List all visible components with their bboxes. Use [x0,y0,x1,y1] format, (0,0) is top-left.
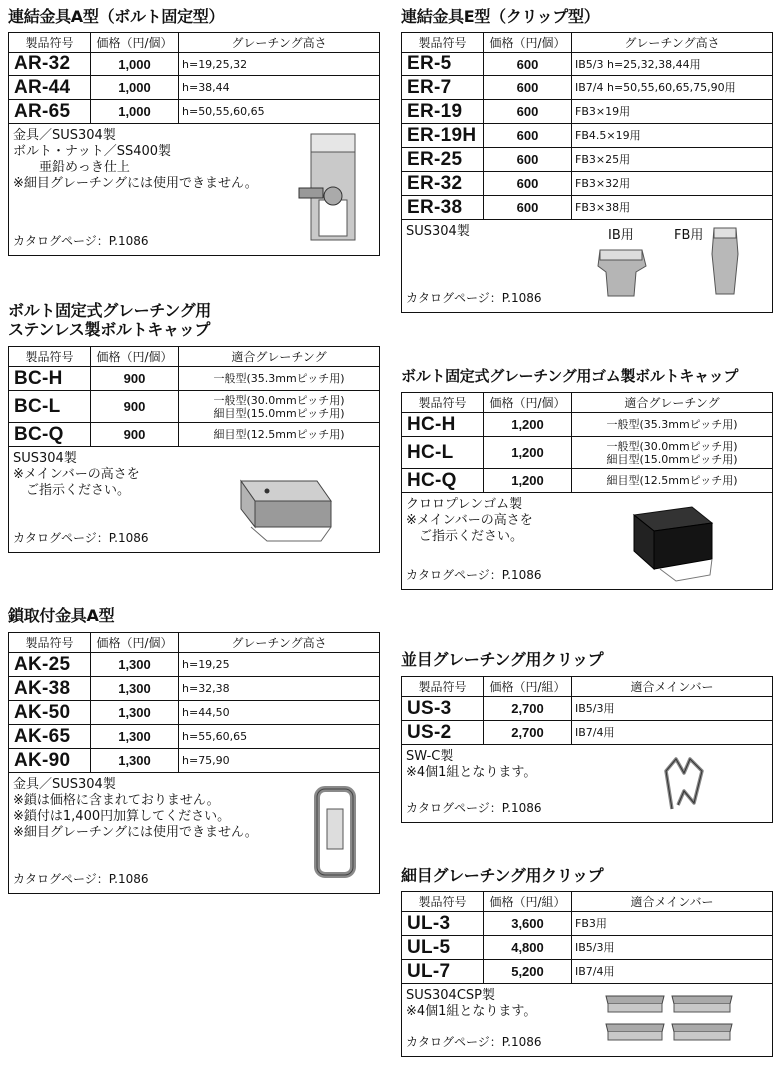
section-bc [8,301,380,553]
table-row [9,76,380,100]
catalog-page: カタログページ：P.1086 [13,234,149,248]
table-header-row [402,393,773,413]
product-price: 2,700 [484,697,572,721]
ib-clip-image [594,242,650,300]
product-code: ER-38 [402,196,484,220]
table-row [9,701,380,725]
product-spec: h=44,50 [179,701,380,725]
product-price: 1,300 [91,677,179,701]
table-row [402,469,773,493]
table-row [402,960,773,984]
section-ar [8,7,380,256]
product-price: 600 [484,196,572,220]
note-box [8,124,380,256]
wire-clip-image [654,751,714,817]
product-spec: h=19,25,32 [179,53,380,76]
table-row [9,367,380,391]
product-table [8,346,380,447]
chain-bracket-image [309,783,365,881]
column-header: 製品符号 [9,347,91,367]
note-text: SUS304CSP製 ※4個1組となります。 [406,988,537,1019]
section-ul [401,866,773,1057]
product-spec: IB5/3用 [572,936,773,960]
product-price: 600 [484,148,572,172]
product-spec: FB3×19用 [572,100,773,124]
table-row [402,100,773,124]
product-code: AK-65 [9,725,91,749]
product-table [401,676,773,745]
product-code: HC-H [402,413,484,437]
catalog-page: カタログページ：P.1086 [13,531,149,545]
stainless-bolt-cap-image [221,461,341,545]
column-header: 価格（円/個） [91,633,179,653]
table-row [9,677,380,701]
product-price: 600 [484,100,572,124]
note-box [401,984,773,1057]
note-text: クロロプレンゴム製 ※メインバーの高さを ご指示ください。 [406,497,533,544]
product-spec: IB5/3用 [572,697,773,721]
product-code: ER-19H [402,124,484,148]
product-code: UL-5 [402,936,484,960]
note-box [401,493,773,590]
product-price: 900 [91,423,179,447]
fb-label: FB用 [674,228,704,243]
section-title: 鎖取付金具A型 [8,606,115,625]
section-title: ボルト固定式グレーチング用 ステンレス製ボルトキャップ [8,301,211,339]
fb-clip-image [708,224,742,298]
product-price: 1,200 [484,413,572,437]
product-table [401,392,773,493]
table-row [402,196,773,220]
table-header-row [9,633,380,653]
section-ak [8,606,380,894]
product-code: ER-7 [402,76,484,100]
table-row [402,437,773,469]
note-text: SW-C製 ※4個1組となります。 [406,749,537,780]
product-code: AR-44 [9,76,91,100]
column-header: 製品符号 [9,633,91,653]
note-box [401,220,773,313]
column-header: グレーチング高さ [179,33,380,53]
product-spec: h=32,38 [179,677,380,701]
column-header: 価格（円/個） [484,393,572,413]
table-row [402,936,773,960]
column-header: 適合メインバー [572,677,773,697]
product-code: UL-7 [402,960,484,984]
section-title: 連結金具A型（ボルト固定型） [8,7,225,26]
table-row [402,124,773,148]
product-spec: 一般型(35.3mmピッチ用) [179,367,380,391]
note-text: 金具／SUS304製 ※鎖は価格に含まれておりません。 ※鎖付は1,400円加算してください。 ※細目グレーチングには使用できません。 [13,777,258,840]
product-code: US-2 [402,721,484,745]
table-header-row [402,33,773,53]
column-header: 製品符号 [402,892,484,912]
product-code: AK-25 [9,653,91,677]
product-code: AK-90 [9,749,91,773]
column-header: 適合メインバー [572,892,773,912]
product-price: 1,000 [91,100,179,124]
column-header: 価格（円/組） [484,677,572,697]
product-spec: IB7/4用 [572,721,773,745]
note-box [8,773,380,894]
product-spec: FB3×32用 [572,172,773,196]
product-code: AR-32 [9,53,91,76]
product-spec: IB7/4 h=50,55,60,65,75,90用 [572,76,773,100]
column-header: 製品符号 [402,393,484,413]
column-header: 製品符号 [402,33,484,53]
product-code: UL-3 [402,912,484,936]
section-er [401,7,773,313]
product-code: BC-L [9,391,91,423]
product-price: 4,800 [484,936,572,960]
note-box [8,447,380,553]
product-spec: h=50,55,60,65 [179,100,380,124]
table-row [402,697,773,721]
table-row [402,721,773,745]
column-header: 適合グレーチング [179,347,380,367]
product-table [8,32,380,124]
product-table [401,32,773,220]
catalog-page: カタログページ：P.1086 [406,801,542,815]
product-spec: FB3×25用 [572,148,773,172]
product-code: BC-H [9,367,91,391]
table-row [9,423,380,447]
product-code: ER-32 [402,172,484,196]
product-price: 900 [91,391,179,423]
product-spec: IB5/3 h=25,32,38,44用 [572,53,773,76]
catalog-page: カタログページ：P.1086 [406,568,542,582]
product-price: 600 [484,53,572,76]
product-spec: h=55,60,65 [179,725,380,749]
product-code: BC-Q [9,423,91,447]
product-price: 1,300 [91,701,179,725]
table-row [9,749,380,773]
product-spec: h=19,25 [179,653,380,677]
product-code: AR-65 [9,100,91,124]
section-title: 並目グレーチング用クリップ [401,650,604,669]
table-row [402,172,773,196]
product-table [401,891,773,984]
product-table [8,632,380,773]
note-text: SUS304製 ※メインバーの高さを ご指示ください。 [13,451,140,498]
product-code: ER-5 [402,53,484,76]
product-spec: 一般型(30.0mmピッチ用) 細目型(15.0mmピッチ用) [179,391,380,423]
catalog-page: カタログページ：P.1086 [13,872,149,886]
product-spec: FB3用 [572,912,773,936]
product-spec: IB7/4用 [572,960,773,984]
product-price: 600 [484,172,572,196]
product-spec: 一般型(30.0mmピッチ用) 細目型(15.0mmピッチ用) [572,437,773,469]
product-price: 3,600 [484,912,572,936]
table-row [9,653,380,677]
table-row [402,53,773,76]
ib-label: IB用 [608,228,634,243]
product-code: US-3 [402,697,484,721]
table-row [9,391,380,423]
table-header-row [402,677,773,697]
section-title: 細目グレーチング用クリップ [401,866,604,885]
table-header-row [9,33,380,53]
table-row [9,53,380,76]
catalog-page: カタログページ：P.1086 [406,291,542,305]
product-price: 1,000 [91,76,179,100]
product-code: ER-19 [402,100,484,124]
product-code: AK-50 [9,701,91,725]
product-spec: FB3×38用 [572,196,773,220]
table-row [402,76,773,100]
column-header: 価格（円/組） [484,892,572,912]
product-price: 600 [484,76,572,100]
product-price: 1,300 [91,653,179,677]
section-title: ボルト固定式グレーチング用ゴム製ボルトキャップ [401,367,739,385]
connector-bracket-image [297,130,369,248]
product-spec: 細目型(12.5mmピッチ用) [179,423,380,447]
product-price: 1,300 [91,749,179,773]
table-row [402,912,773,936]
section-us [401,650,773,823]
note-text: 金具／SUS304製 ボルト・ナット／SS400製 亜鉛めっき仕上 ※細目グレーチングには使用できません。 [13,128,258,191]
table-row [9,725,380,749]
product-code: HC-L [402,437,484,469]
table-row [402,413,773,437]
product-price: 1,000 [91,53,179,76]
product-price: 600 [484,124,572,148]
product-spec: 細目型(12.5mmピッチ用) [572,469,773,493]
table-header-row [9,347,380,367]
product-price: 900 [91,367,179,391]
section-title: 連結金具E型（クリップ型） [401,7,600,26]
flat-clip-image [600,988,742,1050]
column-header: グレーチング高さ [179,633,380,653]
column-header: グレーチング高さ [572,33,773,53]
product-price: 1,200 [484,469,572,493]
note-text: SUS304製 [406,224,470,239]
product-spec: h=38,44 [179,76,380,100]
column-header: 適合グレーチング [572,393,773,413]
product-price: 1,200 [484,437,572,469]
catalog-page: カタログページ：P.1086 [406,1035,542,1049]
product-spec: h=75,90 [179,749,380,773]
product-code: AK-38 [9,677,91,701]
product-spec: FB4.5×19用 [572,124,773,148]
rubber-bolt-cap-image [620,501,720,583]
product-code: HC-Q [402,469,484,493]
column-header: 製品符号 [402,677,484,697]
table-row [402,148,773,172]
section-hc [401,367,773,590]
product-spec: 一般型(35.3mmピッチ用) [572,413,773,437]
column-header: 製品符号 [9,33,91,53]
column-header: 価格（円/個） [91,33,179,53]
note-box [401,745,773,823]
product-price: 2,700 [484,721,572,745]
column-header: 価格（円/個） [91,347,179,367]
table-row [9,100,380,124]
table-header-row [402,892,773,912]
product-code: ER-25 [402,148,484,172]
product-price: 5,200 [484,960,572,984]
column-header: 価格（円/個） [484,33,572,53]
product-price: 1,300 [91,725,179,749]
